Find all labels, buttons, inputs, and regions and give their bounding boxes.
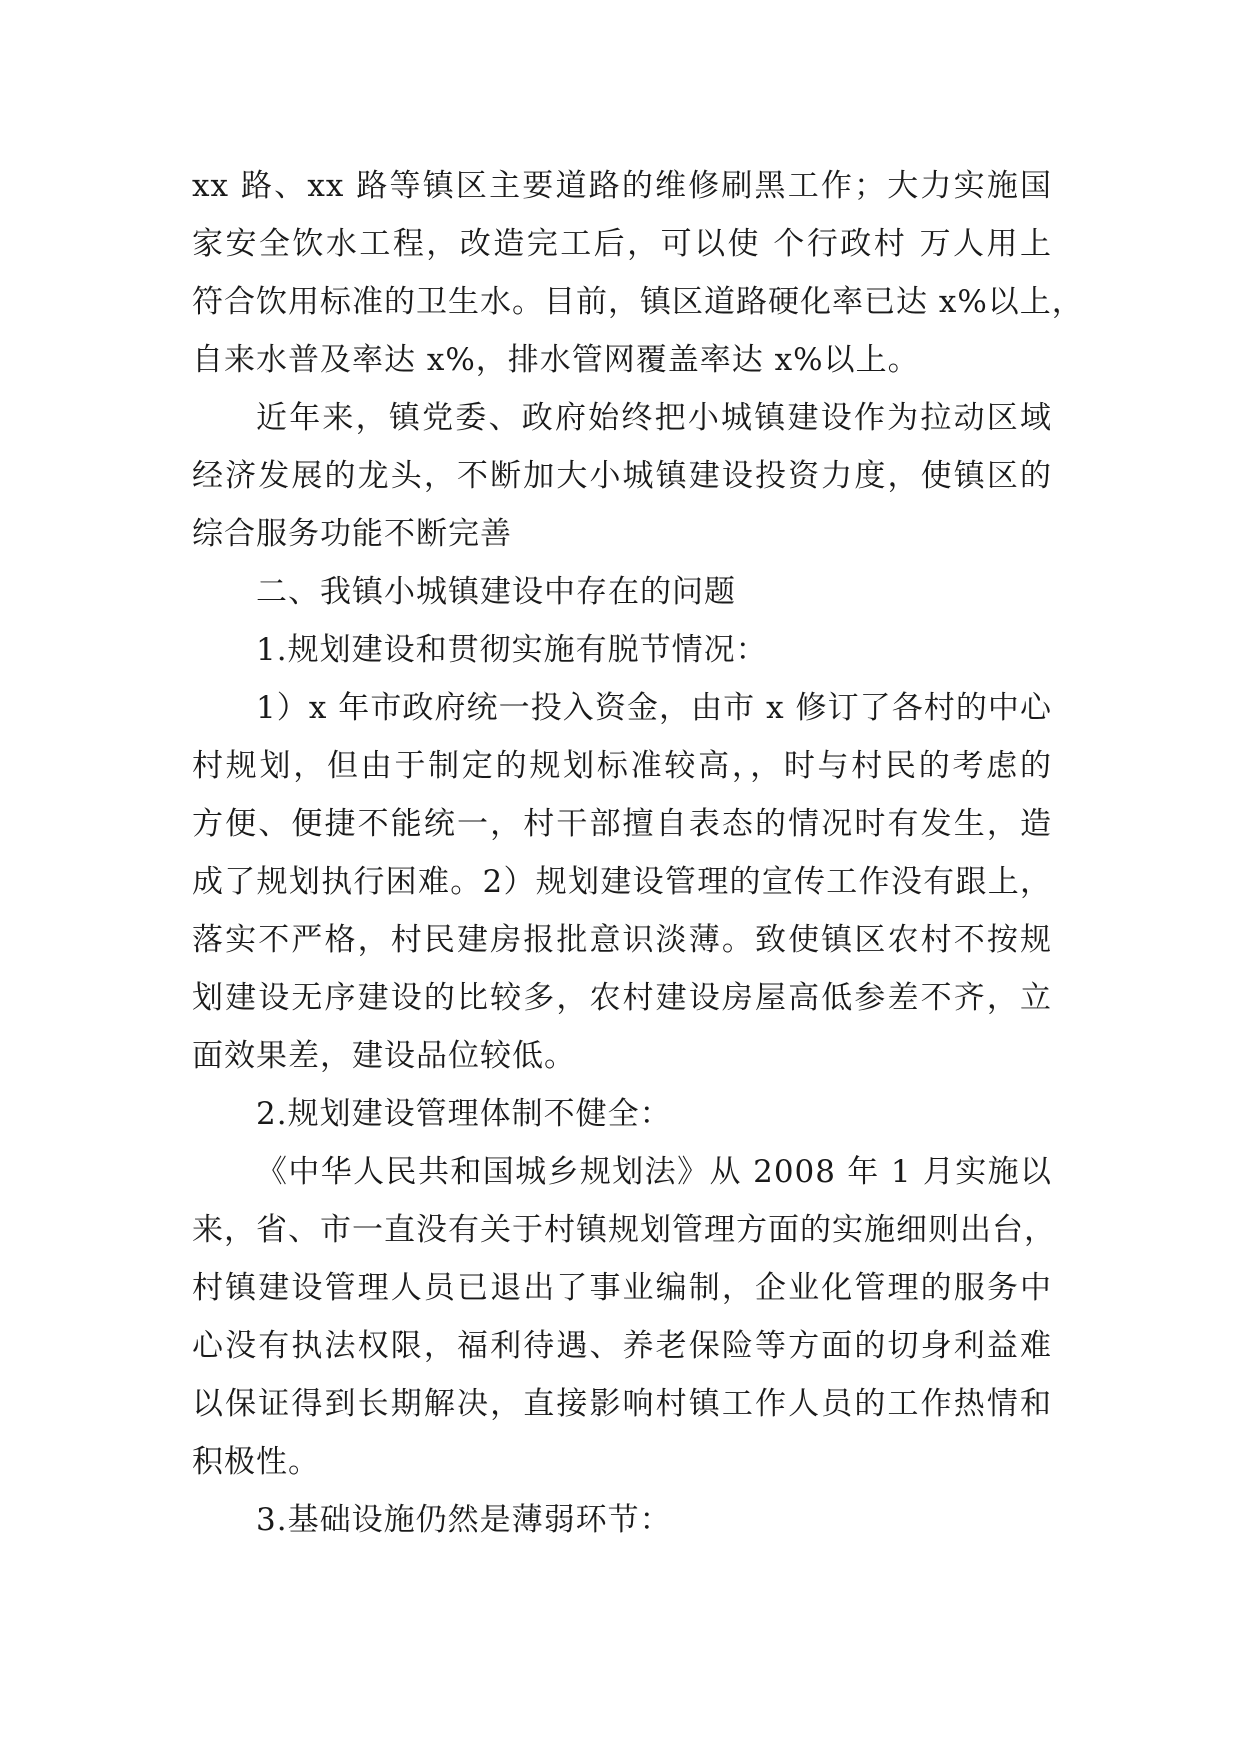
text-line-14: 落实不严格，村民建房报批意识淡薄。致使镇区农村不按规 — [192, 922, 1052, 958]
subheading-2: 2.规划建设管理体制不健全： — [256, 1096, 672, 1132]
text-line-6: 经济发展的龙头，不断加大小城镇建设投资力度，使镇区的 — [192, 458, 1052, 494]
text-line-18: 《中华人民共和国城乡规划法》从 2008 年 1 月实施以 — [256, 1154, 1052, 1190]
subheading-1: 1.规划建设和贯彻实施有脱节情况： — [256, 632, 768, 668]
text-line-22: 以保证得到长期解决，直接影响村镇工作人员的工作热情和 — [192, 1386, 1052, 1422]
text-line-5: 近年来，镇党委、政府始终把小城镇建设作为拉动区域 — [256, 400, 1052, 436]
text-line-7: 综合服务功能不断完善 — [192, 516, 512, 552]
text-line-21: 心没有执法权限，福利待遇、养老保险等方面的切身利益难 — [192, 1328, 1052, 1364]
text-line-23: 积极性。 — [192, 1444, 320, 1480]
text-line-20: 村镇建设管理人员已退出了事业编制，企业化管理的服务中 — [192, 1270, 1052, 1306]
text-line-13: 成了规划执行困难。2）规划建设管理的宣传工作没有跟上， — [192, 864, 1052, 900]
text-line-2: 家安全饮水工程，改造完工后，可以使 个行政村 万人用上 — [192, 226, 1052, 262]
text-line-11: 村规划，但由于制定的规划标准较高，，时与村民的考虑的 — [192, 748, 1052, 784]
text-line-3: 符合饮用标准的卫生水。目前，镇区道路硬化率已达 x%以上， — [192, 284, 1084, 320]
text-line-19: 来，省、市一直没有关于村镇规划管理方面的实施细则出台， — [192, 1212, 1056, 1248]
text-line-12: 方便、便捷不能统一，村干部擅自表态的情况时有发生，造 — [192, 806, 1052, 842]
text-line-4: 自来水普及率达 x%，排水管网覆盖率达 x%以上。 — [192, 342, 920, 378]
text-line-16: 面效果差，建设品位较低。 — [192, 1038, 576, 1074]
section-heading-2: 二、我镇小城镇建设中存在的问题 — [256, 574, 736, 610]
subheading-3: 3.基础设施仍然是薄弱环节： — [256, 1502, 672, 1538]
text-line-1: xx 路、xx 路等镇区主要道路的维修刷黑工作；大力实施国 — [192, 168, 1052, 204]
text-line-15: 划建设无序建设的比较多，农村建设房屋高低参差不齐，立 — [192, 980, 1052, 1016]
text-line-10: 1）x 年市政府统一投入资金，由市 x 修订了各村的中心 — [256, 690, 1052, 726]
